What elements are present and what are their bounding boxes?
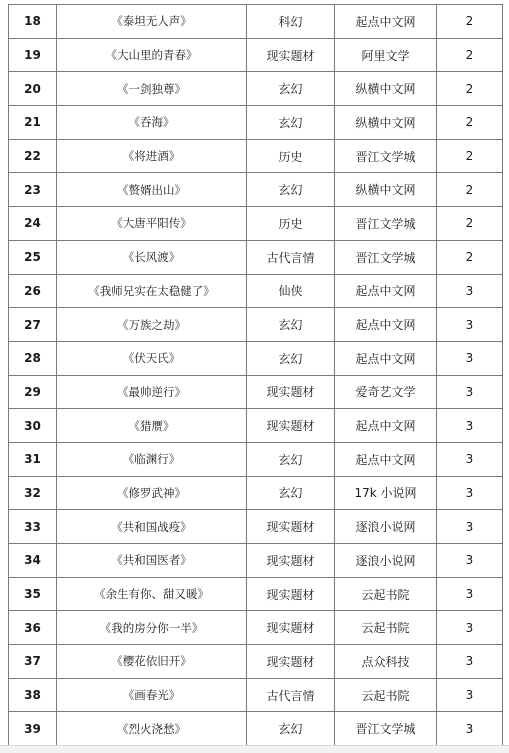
platform-cell: 点众科技 [335, 645, 437, 679]
table-row [9, 409, 503, 443]
genre-cell: 古代言情 [247, 678, 335, 712]
genre-cell: 现实题材 [247, 611, 335, 645]
book-title-cell: 《赘婿出山》 [57, 173, 247, 207]
book-title-cell: 《修罗武神》 [57, 476, 247, 510]
platform-cell: 云起书院 [335, 678, 437, 712]
platform-cell: 爱奇艺文学 [335, 375, 437, 409]
genre-cell: 现实题材 [247, 510, 335, 544]
count-cell: 3 [437, 645, 503, 679]
book-title-cell: 《我师兄实在太稳健了》 [57, 274, 247, 308]
book-title-cell: 《共和国战疫》 [57, 510, 247, 544]
platform-cell: 起点中文网 [335, 341, 437, 375]
row-number-cell: 27 [9, 308, 57, 342]
platform-cell: 晋江文学城 [335, 712, 437, 746]
platform-cell: 阿里文学 [335, 38, 437, 72]
count-cell: 2 [437, 139, 503, 173]
platform-cell: 起点中文网 [335, 274, 437, 308]
book-title-cell: 《最帅逆行》 [57, 375, 247, 409]
row-number-cell: 31 [9, 442, 57, 476]
row-number-cell: 24 [9, 207, 57, 241]
count-cell: 2 [437, 38, 503, 72]
count-cell: 3 [437, 274, 503, 308]
table-row [9, 341, 503, 375]
book-title-cell: 《烈火浇愁》 [57, 712, 247, 746]
genre-cell: 仙侠 [247, 274, 335, 308]
genre-cell: 历史 [247, 207, 335, 241]
platform-cell: 逐浪小说网 [335, 544, 437, 578]
table-row [9, 577, 503, 611]
count-cell: 3 [437, 577, 503, 611]
row-number-cell: 38 [9, 678, 57, 712]
genre-cell: 现实题材 [247, 38, 335, 72]
genre-cell: 现实题材 [247, 544, 335, 578]
table-row [9, 611, 503, 645]
table-row [9, 274, 503, 308]
platform-cell: 起点中文网 [335, 442, 437, 476]
table-row [9, 678, 503, 712]
book-title-cell: 《共和国医者》 [57, 544, 247, 578]
row-number-cell: 18 [9, 5, 57, 39]
book-title-cell: 《万族之劫》 [57, 308, 247, 342]
genre-cell: 玄幻 [247, 106, 335, 140]
book-title-cell: 《大唐平阳传》 [57, 207, 247, 241]
genre-cell: 古代言情 [247, 240, 335, 274]
row-number-cell: 21 [9, 106, 57, 140]
table-row [9, 510, 503, 544]
row-number-cell: 22 [9, 139, 57, 173]
platform-cell: 纵横中文网 [335, 72, 437, 106]
book-title-cell: 《一剑独尊》 [57, 72, 247, 106]
row-number-cell: 25 [9, 240, 57, 274]
genre-cell: 科幻 [247, 5, 335, 39]
genre-cell: 玄幻 [247, 442, 335, 476]
row-number-cell: 36 [9, 611, 57, 645]
table-row [9, 712, 503, 746]
count-cell: 2 [437, 240, 503, 274]
book-title-cell: 《将进酒》 [57, 139, 247, 173]
platform-cell: 起点中文网 [335, 5, 437, 39]
genre-cell: 历史 [247, 139, 335, 173]
genre-cell: 玄幻 [247, 341, 335, 375]
book-title-cell: 《我的房分你一半》 [57, 611, 247, 645]
platform-cell: 起点中文网 [335, 409, 437, 443]
book-title-cell: 《余生有你、甜又暖》 [57, 577, 247, 611]
platform-cell: 晋江文学城 [335, 207, 437, 241]
table-row [9, 544, 503, 578]
book-title-cell: 《临渊行》 [57, 442, 247, 476]
table-row [9, 442, 503, 476]
row-number-cell: 33 [9, 510, 57, 544]
table-row [9, 173, 503, 207]
table-row [9, 72, 503, 106]
count-cell: 3 [437, 476, 503, 510]
platform-cell: 逐浪小说网 [335, 510, 437, 544]
row-number-cell: 20 [9, 72, 57, 106]
count-cell: 2 [437, 72, 503, 106]
row-number-cell: 39 [9, 712, 57, 746]
genre-cell: 现实题材 [247, 577, 335, 611]
table-row [9, 375, 503, 409]
count-cell: 3 [437, 510, 503, 544]
row-number-cell: 23 [9, 173, 57, 207]
count-cell: 2 [437, 173, 503, 207]
genre-cell: 现实题材 [247, 409, 335, 443]
genre-cell: 玄幻 [247, 712, 335, 746]
count-cell: 3 [437, 308, 503, 342]
count-cell: 3 [437, 712, 503, 746]
row-number-cell: 32 [9, 476, 57, 510]
table-row [9, 645, 503, 679]
book-title-cell: 《长风渡》 [57, 240, 247, 274]
book-title-cell: 《画春光》 [57, 678, 247, 712]
table-row [9, 5, 503, 39]
book-title-cell: 《樱花依旧开》 [57, 645, 247, 679]
genre-cell: 玄幻 [247, 476, 335, 510]
row-number-cell: 35 [9, 577, 57, 611]
row-number-cell: 34 [9, 544, 57, 578]
platform-cell: 晋江文学城 [335, 139, 437, 173]
count-cell: 2 [437, 106, 503, 140]
book-title-cell: 《吞海》 [57, 106, 247, 140]
platform-cell: 纵横中文网 [335, 173, 437, 207]
genre-cell: 现实题材 [247, 645, 335, 679]
count-cell: 3 [437, 375, 503, 409]
row-number-cell: 37 [9, 645, 57, 679]
count-cell: 2 [437, 5, 503, 39]
platform-cell: 晋江文学城 [335, 240, 437, 274]
count-cell: 3 [437, 611, 503, 645]
platform-cell: 云起书院 [335, 577, 437, 611]
count-cell: 3 [437, 678, 503, 712]
count-cell: 3 [437, 442, 503, 476]
platform-cell: 纵横中文网 [335, 106, 437, 140]
book-title-cell: 《泰坦无人声》 [57, 5, 247, 39]
book-title-cell: 《大山里的青春》 [57, 38, 247, 72]
table-row [9, 38, 503, 72]
genre-cell: 现实题材 [247, 375, 335, 409]
table-row [9, 240, 503, 274]
platform-cell: 云起书院 [335, 611, 437, 645]
count-cell: 3 [437, 544, 503, 578]
table-row [9, 207, 503, 241]
row-number-cell: 28 [9, 341, 57, 375]
table-body [9, 5, 503, 746]
genre-cell: 玄幻 [247, 72, 335, 106]
count-cell: 3 [437, 409, 503, 443]
table-row [9, 139, 503, 173]
platform-cell: 17k 小说网 [335, 476, 437, 510]
table-row [9, 476, 503, 510]
book-title-cell: 《猎赝》 [57, 409, 247, 443]
row-number-cell: 26 [9, 274, 57, 308]
count-cell: 2 [437, 207, 503, 241]
genre-cell: 玄幻 [247, 308, 335, 342]
row-number-cell: 30 [9, 409, 57, 443]
table-row [9, 106, 503, 140]
novel-ranking-table [8, 4, 503, 746]
table-row [9, 308, 503, 342]
book-title-cell: 《伏天氏》 [57, 341, 247, 375]
count-cell: 3 [437, 341, 503, 375]
row-number-cell: 19 [9, 38, 57, 72]
platform-cell: 起点中文网 [335, 308, 437, 342]
genre-cell: 玄幻 [247, 173, 335, 207]
row-number-cell: 29 [9, 375, 57, 409]
